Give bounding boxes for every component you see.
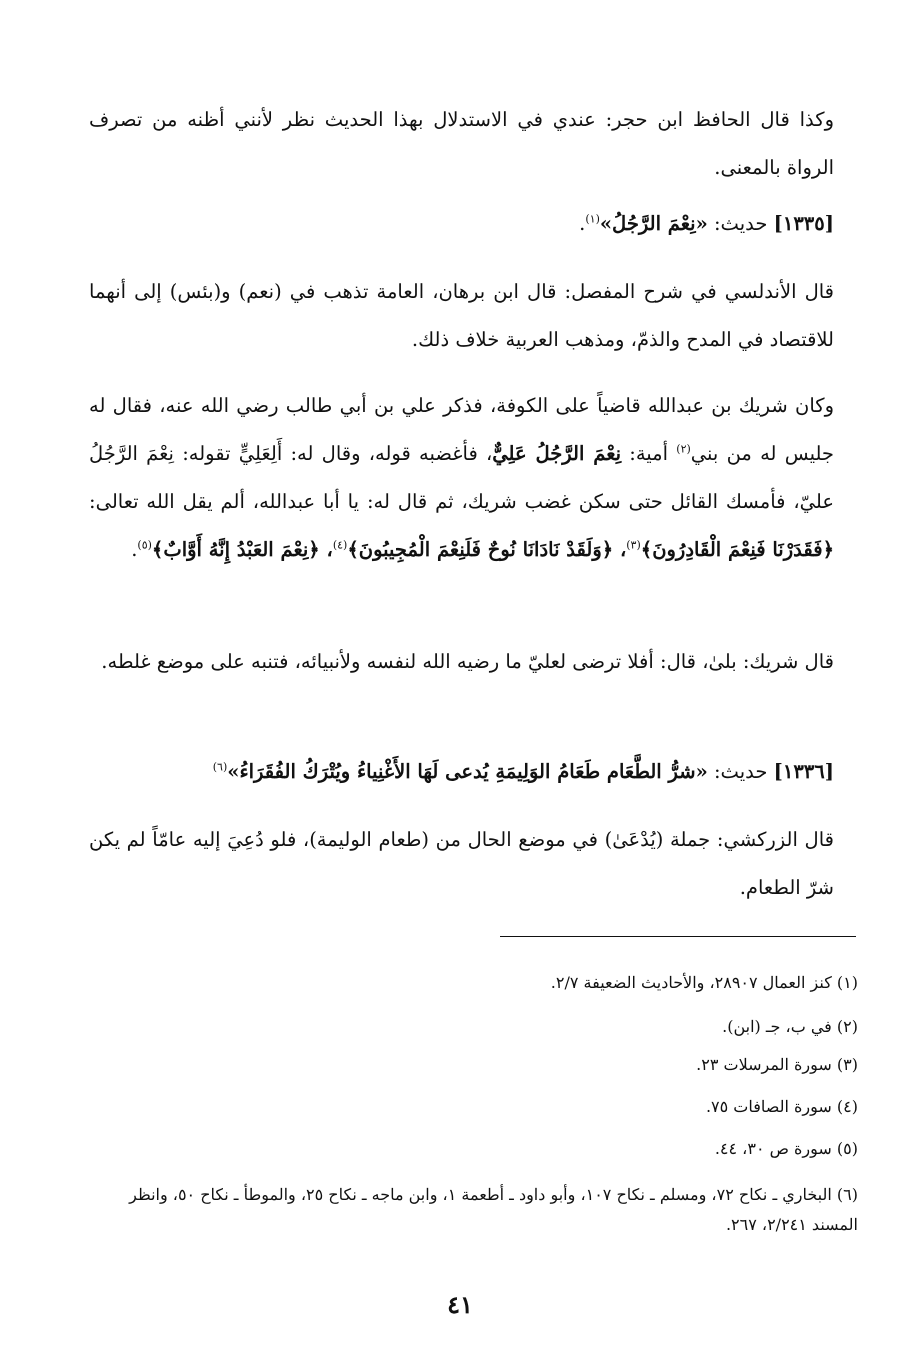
hadith-heading-1336	[89, 748, 834, 796]
hadith-label: حديث:	[713, 212, 768, 235]
paragraph-andalusi: قال الأندلسي في شرح المفصل: قال ابن برهان، العامة تذهب في (نعم) و(بئس) إلى أنهما للاقتصاد في المدح والذمّ، ومذهب العربية خلاف ذلك.	[89, 280, 834, 351]
hadith-text: «شرُّ الطَّعَام طَعَامُ الوَلِيمَةِ يُدعى لَهَا الأَغْنِياءُ ويُتْرَكُ الفُقَرَاءُ»	[227, 760, 708, 783]
quran-verse: ﴿فَقَدَرْنَا فَنِعْمَ الْقَادِرُونَ﴾	[640, 538, 834, 561]
footnote-ref: (٦)	[212, 760, 228, 774]
footnote-6: (٦) البخاري ـ نكاح ٧٢، ومسلم ـ نكاح ١٠٧، وأبو داود ـ أطعمة ١، وابن ماجه ـ نكاح ٢٥، والموطأ ـ نكاح ٥٠، وانظر المسند ٢/٢٤١، ٢٦٧.	[129, 1185, 858, 1234]
footnote-ref: (٢)	[676, 442, 691, 456]
footnote-ref: (٣)	[626, 538, 641, 552]
footnote-divider	[500, 936, 856, 937]
footnote-4: (٤) سورة الصافات ٧٥.	[705, 1097, 858, 1116]
paragraph-sharik-story: وكان شريك بن عبدالله قاضياً على الكوفة، فذكر علي بن أبي طالب رضي الله عنه، فقال له جليس له من بني$^{(٢)}$ أمية: نِعْمَ الرَّجُلُ عَلِيٌّ، فأغضبه قوله، وقال له: أَلِعَلِيٍّ تقوله: نِعْمَ الرَّجُلُ عليّ، فأمسك القائل حتى سكن غضب شريك، ثم قال له: يا أبا عبدالله، ألم يقل الله تعالى: ﴿فَقَدَرْنَا فَنِعْمَ الْقَادِرُونَ﴾$^{(٣)}$، ﴿وَلَقَدْ نَادَانَا نُوحٌ فَلَنِعْمَ الْمُجِيبُونَ﴾$^{(٤)}$، ﴿نِعْمَ العَبْدُ إِنَّهُ أَوَّابٌ﴾$^{(٥)}$.	[89, 394, 834, 561]
hadith-text: «نِعْمَ الرَّجُلُ»	[599, 212, 708, 235]
footnote-ref: (١)	[585, 212, 600, 226]
footnote-ref: (٥)	[137, 538, 152, 552]
footnote-2: (٢) في ب، جـ (ابن).	[722, 1017, 858, 1036]
footnote-ref: (٤)	[332, 538, 348, 552]
paragraph-sharik-reply: قال شريك: بلىٰ، قال: أفلا ترضى لعليّ ما رضيه الله لنفسه ولأنبيائه، فتنبه على موضع غلطه.	[101, 650, 834, 673]
quran-verse: ، ﴿وَلَقَدْ نَادَانَا نُوحٌ فَلَنِعْمَ الْمُجِيبُونَ﴾	[347, 538, 627, 561]
quran-verse: ، ﴿نِعْمَ العَبْدُ إِنَّهُ أَوَّابٌ﴾	[151, 538, 333, 561]
footnote-1: (١) كنز العمال ٢٨٩٠٧، والأحاديث الضعيفة ٢/٧.	[550, 973, 858, 992]
hadith-number: [١٣٣٥]	[773, 212, 834, 235]
footnote-3: (٣) سورة المرسلات ٢٣.	[696, 1055, 858, 1074]
hadith-label: حديث:	[713, 760, 768, 783]
paragraph-ibn-hajar: وكذا قال الحافظ ابن حجر: عندي في الاستدلال بهذا الحديث نظر لأنني أظنه من تصرف الرواة بالمعنى.	[89, 108, 834, 179]
hadith-heading-1335: [١٣٣٥] حديث: «نِعْمَ الرَّجُلُ»$^{(١)}$.	[579, 212, 834, 235]
page-number: ٤١	[447, 1290, 473, 1319]
quote: نِعْمَ الرَّجُلُ عَلِيٌّ	[492, 442, 622, 465]
hadith-number: [١٣٣٦]	[773, 760, 834, 783]
paragraph-zarkashi: قال الزركشي: جملة (يُدْعَىٰ) في موضع الحال من (طعام الوليمة)، فلو دُعِيَ إليه عامّاً لم يكن شرّ الطعام.	[89, 828, 834, 899]
footnote-5: (٥) سورة ص ٣٠، ٤٤.	[714, 1139, 858, 1158]
